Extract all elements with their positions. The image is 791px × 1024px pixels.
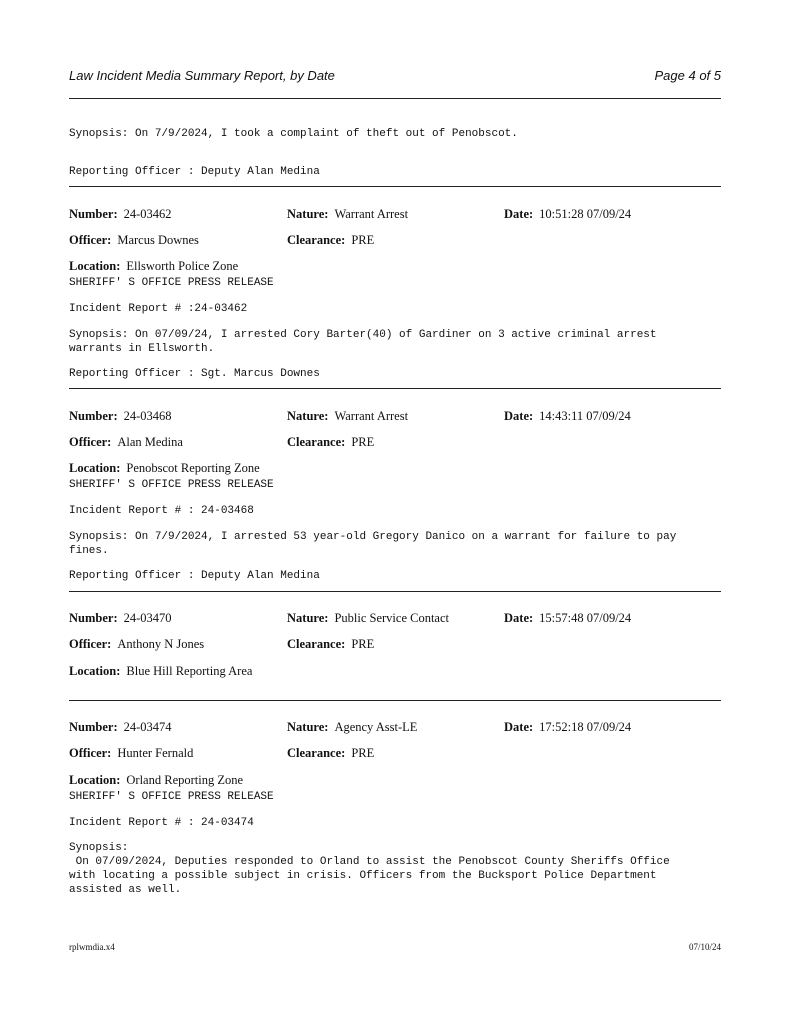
incident-synopsis: Synopsis: On 7/9/2024, I arrested 53 year-old Gregory Danico on a warrant for failure to pay fines. (69, 531, 677, 557)
carryover-reporting-officer: Reporting Officer : Deputy Alan Medina (69, 166, 320, 178)
section-divider (69, 591, 721, 592)
press-release-label: SHERIFF' S OFFICE PRESS RELEASE (69, 791, 274, 803)
incident-date: Date: 10:51:28 07/09/24 (504, 207, 632, 221)
press-release-label: SHERIFF' S OFFICE PRESS RELEASE (69, 479, 274, 491)
incident-number: Number: 24-03462 (69, 207, 172, 221)
incident-report-number: Incident Report # : 24-03474 (69, 817, 254, 829)
press-release-label: SHERIFF' S OFFICE PRESS RELEASE (69, 277, 274, 289)
incident-location: Location: Penobscot Reporting Zone (69, 461, 260, 475)
reporting-officer: Reporting Officer : Deputy Alan Medina (69, 570, 320, 582)
footer-report-code: rplwmdia.x4 (69, 942, 115, 952)
incident-report-number: Incident Report # : 24-03468 (69, 505, 254, 517)
incident-report-number: Incident Report # :24-03462 (69, 303, 248, 315)
incident-location: Location: Blue Hill Reporting Area (69, 664, 253, 678)
section-divider (69, 186, 721, 187)
incident-number: Number: 24-03470 (69, 611, 172, 625)
incident-location: Location: Orland Reporting Zone (69, 773, 244, 787)
incident-nature: Nature: Warrant Arrest (287, 409, 409, 423)
footer-print-date: 07/10/24 (688, 942, 721, 952)
incident-number: Number: 24-03474 (69, 720, 172, 734)
incident-clearance: Clearance: PRE (287, 637, 375, 651)
incident-officer: Officer: Marcus Downes (69, 233, 199, 247)
incident-date: Date: 15:57:48 07/09/24 (504, 611, 632, 625)
incident-clearance: Clearance: PRE (287, 746, 375, 760)
reporting-officer: Reporting Officer : Sgt. Marcus Downes (69, 368, 320, 380)
incident-synopsis: Synopsis: On 07/09/24, I arrested Cory Barter(40) of Gardiner on 3 active criminal arrest warrants in Ellsworth. (69, 329, 657, 355)
incident-nature: Nature: Public Service Contact (287, 611, 449, 625)
incident-number: Number: 24-03468 (69, 409, 172, 423)
section-divider (69, 388, 721, 389)
incident-location: Location: Ellsworth Police Zone (69, 259, 239, 273)
incident-nature: Nature: Agency Asst-LE (287, 720, 418, 734)
section-divider (69, 700, 721, 701)
incident-date: Date: 17:52:18 07/09/24 (504, 720, 632, 734)
incident-date: Date: 14:43:11 07/09/24 (504, 409, 631, 423)
incident-officer: Officer: Anthony N Jones (69, 637, 205, 651)
incident-synopsis: Synopsis: On 07/09/2024, Deputies responded to Orland to assist the Penobscot County Sheriffs Office with locating a possible subject in crisis. Officers from the Bucksport Police Department assisted as well. (69, 842, 670, 896)
incident-officer: Officer: Hunter Fernald (69, 746, 194, 760)
report-title: Law Incident Media Summary Report, by Date (69, 68, 335, 83)
page-indicator: Page 4 of 5 (654, 68, 721, 83)
incident-clearance: Clearance: PRE (287, 233, 375, 247)
incident-officer: Officer: Alan Medina (69, 435, 183, 449)
header-divider (69, 98, 721, 99)
incident-clearance: Clearance: PRE (287, 435, 375, 449)
carryover-synopsis: Synopsis: On 7/9/2024, I took a complaint of theft out of Penobscot. (69, 128, 518, 140)
incident-nature: Nature: Warrant Arrest (287, 207, 409, 221)
